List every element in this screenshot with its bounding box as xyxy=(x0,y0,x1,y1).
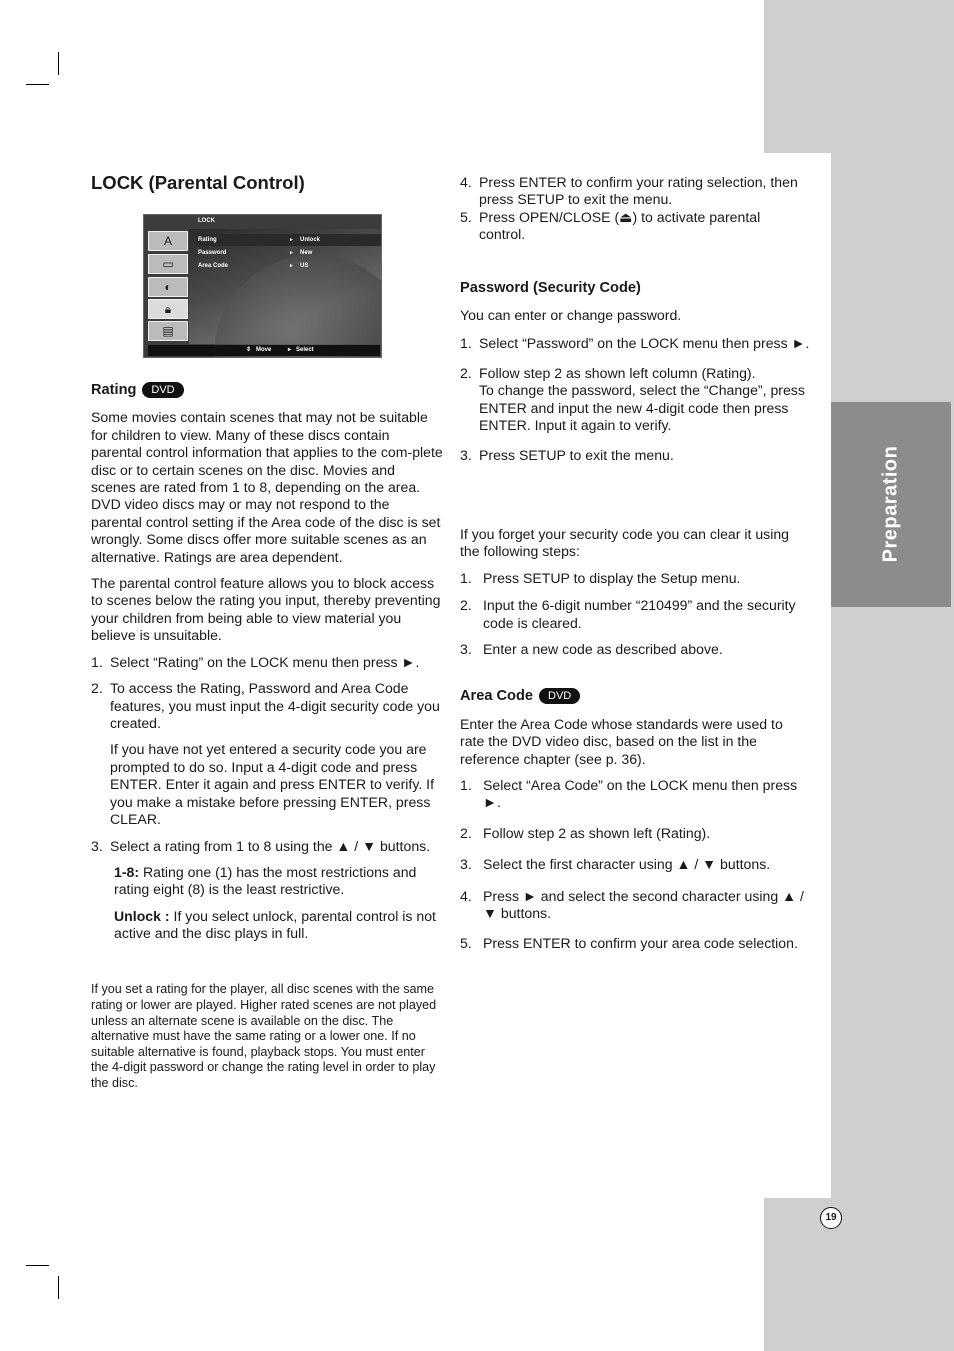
list-item: 3. Select the first character using ▲ / ▼ buttons. xyxy=(460,856,771,873)
rating-unlock: Unlock : If you select unlock, parental control is not active and the disc plays in full. xyxy=(114,907,436,941)
rating-note: If you set a rating for the player, all disc scenes with the same rating or lower are played. Higher rated scenes are not played unless an alternate scene is available on the disc. The alternative must have the same rating or a lower one. If no suitable alternative is found, playback stops. You must enter the 4-digit password or change the rating level in order to play the disc. xyxy=(91,982,437,1090)
crop-mark xyxy=(26,84,49,85)
right-arrow-icon: ▸ xyxy=(288,347,292,353)
list-item: 1. Select “Rating” on the LOCK menu then press ►. xyxy=(91,653,420,670)
menu-footer: ⇕ Move ▸ Select xyxy=(148,345,380,356)
list-item: 2. To access the Rating, Password and Area Code features, you must input the 4-digit security code you created. If you have not yet entered a security code you are prompted to do so. Input a 4-digit code and press ENTER. Enter it again and press ENTER to verify. If you make a mistake before pressing ENTER, press CLEAR. xyxy=(91,680,440,827)
lock-menu-screenshot xyxy=(143,214,382,358)
password-intro: You can enter or change password. xyxy=(460,307,682,324)
left-column xyxy=(91,382,443,1092)
section-tab-label: Preparation xyxy=(879,445,902,563)
page-number: 19 xyxy=(820,1207,842,1229)
list-item: 3. Enter a new code as described above. xyxy=(460,640,723,657)
menu-row-rating: Rating ► Unlock xyxy=(196,234,382,246)
list-item: 1. Press SETUP to display the Setup menu. xyxy=(460,569,741,586)
other-icon: ▤ xyxy=(148,321,188,341)
list-item: 1. Select “Area Code” on the LOCK menu then press ►. xyxy=(460,776,798,811)
password-steps xyxy=(460,335,810,464)
lock-icon: 🔒︎ xyxy=(148,299,188,319)
menu-row-password: Password ► New xyxy=(198,250,313,256)
page-title: LOCK (Parental Control) xyxy=(91,172,305,193)
dvd-badge: DVD xyxy=(142,382,183,398)
rating-para-2: The parental control feature allows you to block access to scenes below the rating you input, thereby preventing your children from being able to view material you believe is unsuitable. xyxy=(91,575,441,644)
forgot-intro: If you forget your security code you can clear it using the following steps: xyxy=(460,525,790,560)
area-intro: Enter the Area Code whose standards were used to rate the DVD video disc, based on the list in the reference chapter (see p. 36). xyxy=(460,715,783,767)
menu-row-area-code: Area Code ► US xyxy=(198,263,309,269)
screen-icon: ▭ xyxy=(148,254,188,274)
rating-range: 1-8: Rating one (1) has the most restrictions and rating eight (8) is the least restrictive. xyxy=(114,863,417,898)
list-item: 4. Press ► and select the second character using ▲ / ▼ buttons. xyxy=(460,887,804,921)
list-item: 2. Follow step 2 as shown left column (Rating). To change the password, select the “Change”, press ENTER and input the new 4-digit code then press ENTER. Input it again to verify. xyxy=(460,364,805,434)
list-item: 5. Press OPEN/CLOSE (⏏) to activate parental control. xyxy=(460,208,761,243)
area-steps xyxy=(460,777,810,953)
list-item: 5. Press ENTER to confirm your area code selection. xyxy=(460,935,798,952)
right-column xyxy=(460,174,810,953)
area-heading: Area Code DVD xyxy=(460,688,810,705)
list-item: 3. Press SETUP to exit the menu. xyxy=(460,447,674,464)
forgot-steps xyxy=(460,570,810,659)
list-item: 3. Select a rating from 1 to 8 using the ▲ / ▼ buttons. 1-8: Rating one (1) has the most restrictions and rating eight (8) is the least restrictive. Unlock : If you select unlock, parental control is not active and the disc plays in full. xyxy=(91,838,443,942)
audio-icon: ◐ xyxy=(148,277,188,297)
menu-header: LOCK xyxy=(198,218,215,224)
crop-mark xyxy=(58,1276,59,1299)
updown-icon: ⇕ xyxy=(246,347,252,353)
rating-para-1: Some movies contain scenes that may not be suitable for children to view. Many of these discs contain parental control information that applies to the com-plete disc or to certain scenes on the disc. Movies and scenes are rated from 1 to 8, depending on the area. DVD video discs may or may not respond to the parental control setting if the Area code of the disc is set wrongly. Some discs offer more suitable scenes as an alternative. Ratings are area dependent. xyxy=(91,409,443,565)
list-item: 1. Select “Password” on the LOCK menu then press ►. xyxy=(460,335,810,352)
side-strip-bottom xyxy=(764,1198,954,1351)
section-tab xyxy=(831,402,951,607)
text-icon: A xyxy=(148,231,188,251)
dvd-badge: DVD xyxy=(539,688,580,704)
rating-steps xyxy=(91,654,443,943)
list-item: 4. Press ENTER to confirm your rating selection, then press SETUP to exit the menu. xyxy=(460,174,798,208)
list-item: 2. Input the 6-digit number “210499” and the security code is cleared. xyxy=(460,597,796,631)
rating-steps-cont xyxy=(460,174,810,244)
crop-mark xyxy=(58,52,59,75)
crop-mark xyxy=(26,1265,49,1266)
password-heading: Password (Security Code) xyxy=(460,279,641,296)
list-item: 2. Follow step 2 as shown left (Rating). xyxy=(460,824,711,841)
side-strip xyxy=(831,0,954,1351)
rating-heading: Rating DVD xyxy=(91,382,443,399)
